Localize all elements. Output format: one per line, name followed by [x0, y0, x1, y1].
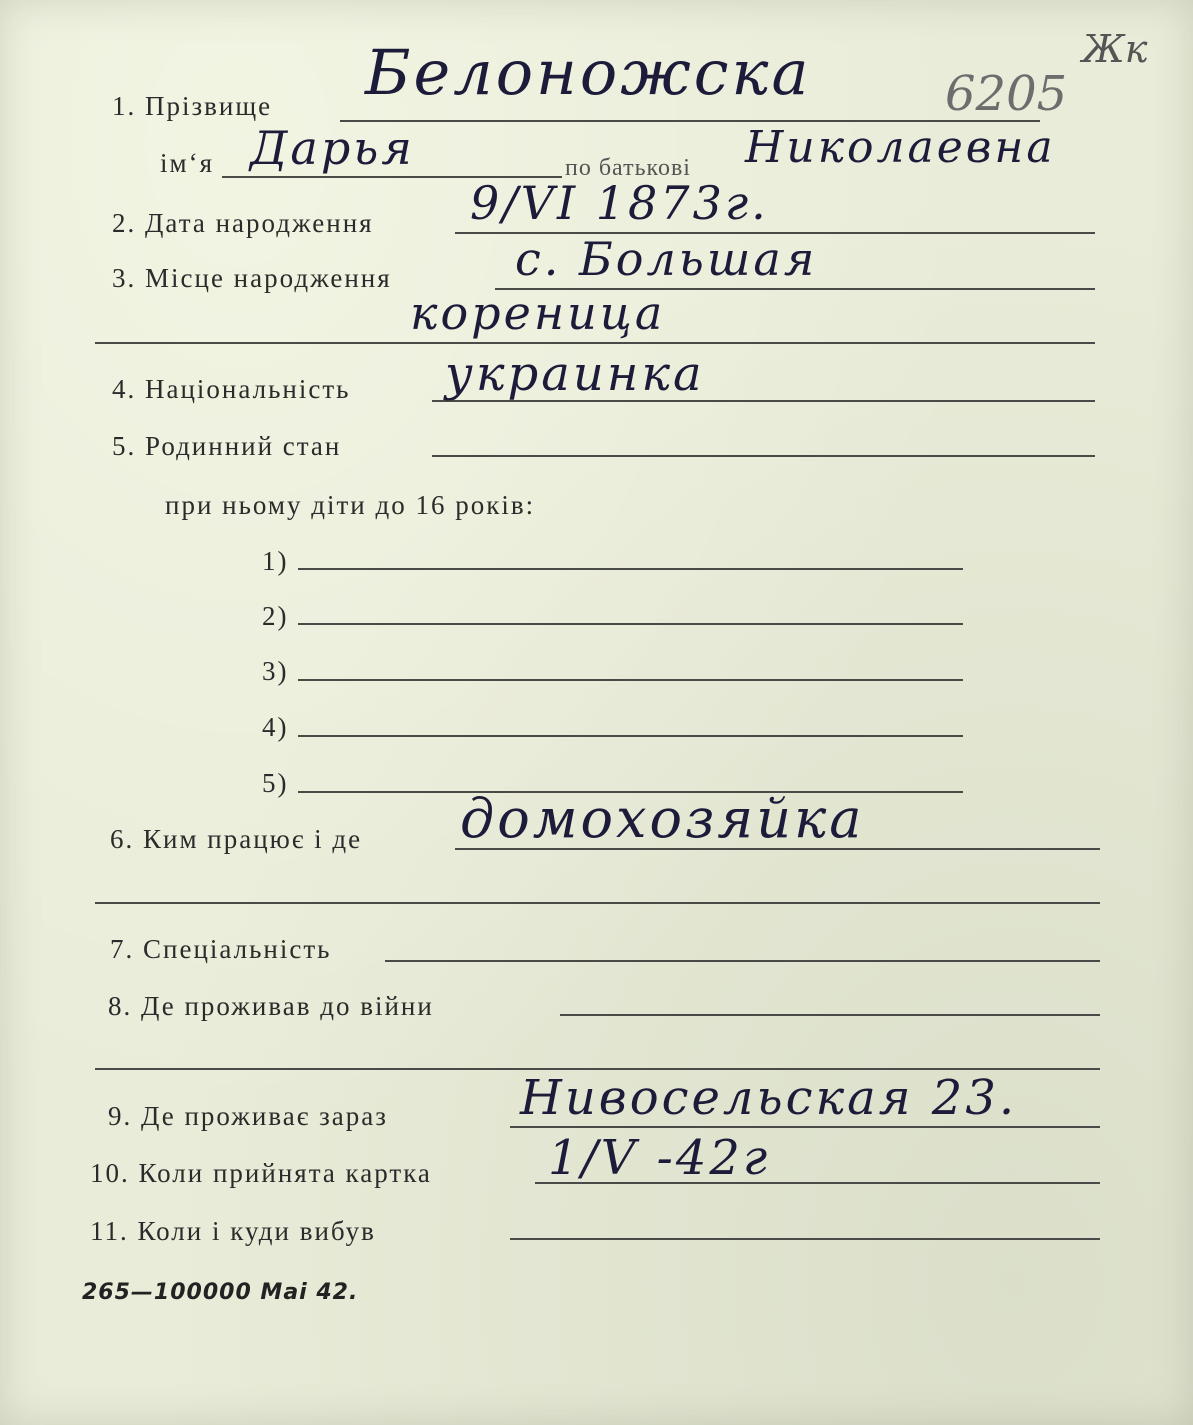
- occupation-label: 6. Ким працює і де: [110, 824, 363, 854]
- surname-value: Белоножска: [365, 36, 812, 109]
- first-name-value: Дарья: [250, 121, 415, 175]
- occupation-value: домохозяйка: [460, 787, 865, 850]
- child-5-label: 5): [262, 768, 289, 798]
- child-2-line: [298, 623, 963, 625]
- departure-line: [510, 1238, 1100, 1240]
- current-residence-label: 9. Де проживає зараз: [108, 1101, 388, 1131]
- prewar-residence-line-1: [560, 1014, 1100, 1016]
- birth-place-label: 3. Місце народження: [112, 263, 392, 293]
- birth-date-value: 9/VI 1873г.: [470, 176, 769, 230]
- child-3-label: 3): [262, 656, 289, 686]
- family-status-label: 5. Родинний стан: [112, 431, 342, 461]
- departure-label: 11. Коли і куди вибув: [90, 1216, 376, 1246]
- birth-place-line-2: [95, 342, 1095, 344]
- child-3-line: [298, 679, 963, 681]
- birth-place-value-2: кореница: [410, 286, 666, 340]
- patronymic-label: по батькові: [565, 155, 691, 181]
- child-2-label: 2): [262, 601, 289, 631]
- birth-place-value-1: с. Большая: [515, 232, 818, 286]
- patronymic-value: Николаевна: [745, 122, 1056, 173]
- family-status-line: [432, 455, 1095, 457]
- first-name-label: ім‘я: [160, 148, 214, 178]
- print-run-footer: 265—100000 Mai 42.: [82, 1280, 359, 1305]
- occupation-line-2: [95, 902, 1100, 904]
- specialty-line: [385, 960, 1100, 962]
- child-4-line: [298, 735, 963, 737]
- child-1-line: [298, 568, 963, 570]
- corner-mark: Жк: [1082, 27, 1148, 71]
- children-label: при ньому діти до 16 років:: [165, 490, 536, 520]
- current-residence-line: [510, 1126, 1100, 1128]
- birth-date-label: 2. Дата народження: [112, 208, 374, 238]
- surname-label: 1. Прізвище: [112, 91, 273, 121]
- nationality-value: украинка: [445, 346, 705, 402]
- current-residence-value: Нивосельская 23.: [520, 1070, 1018, 1126]
- child-1-label: 1): [262, 546, 289, 576]
- card-number: 6205: [945, 66, 1068, 122]
- card-accepted-label: 10. Коли прийнята картка: [90, 1158, 432, 1188]
- specialty-label: 7. Спеціальність: [110, 934, 332, 964]
- nationality-label: 4. Національність: [112, 374, 351, 404]
- prewar-residence-label: 8. Де проживав до війни: [108, 991, 434, 1021]
- child-4-label: 4): [262, 712, 289, 742]
- card-accepted-value: 1/V -42г: [548, 1130, 771, 1186]
